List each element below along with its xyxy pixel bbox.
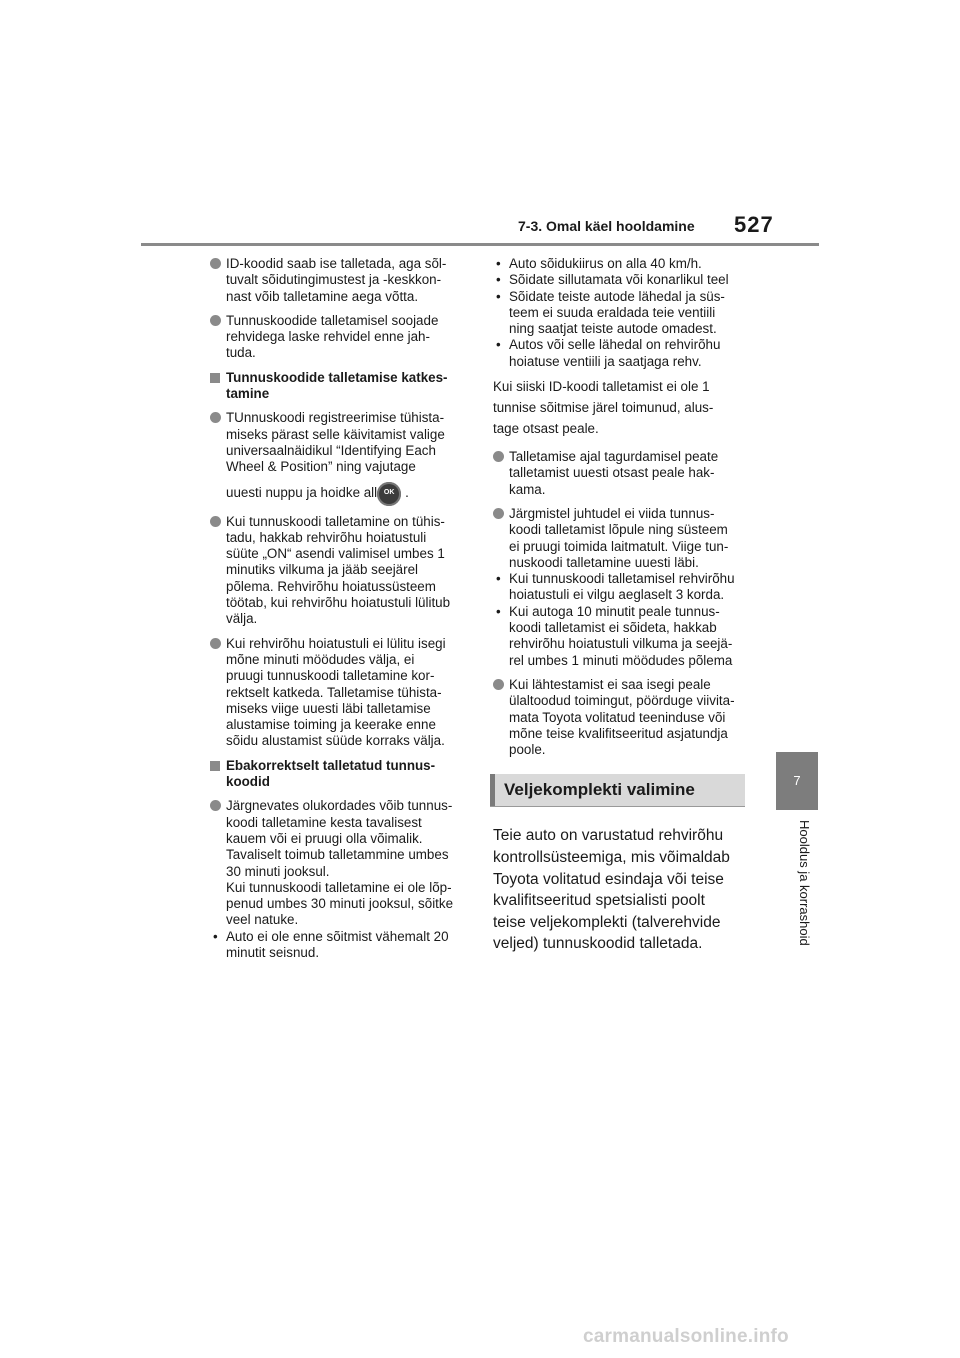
- bullet-item: [493, 506, 755, 571]
- dash-text: [509, 571, 755, 604]
- paragraph: [493, 376, 755, 439]
- text-line: kauem või ei pruugi olla võimalik.: [226, 830, 423, 846]
- text-line: tuvalt sõidutingimustest ja -keskkon-: [226, 272, 442, 288]
- bullet-item: [210, 256, 472, 305]
- text-line: miseks viige uuesti läbi talletamise: [226, 700, 431, 716]
- bullet-dot-icon: [210, 638, 221, 649]
- text-line: kvalifitseeritud spetsialisti poolt: [493, 892, 705, 910]
- text-line: ID-koodid saab ise talletada, aga sõl-: [226, 256, 447, 271]
- text-line: Kui tunnuskoodi talletamine on tühis-: [226, 513, 445, 529]
- dash-text: [509, 289, 755, 338]
- text-line: alustamise toiming ja keerake enne: [226, 717, 436, 733]
- text-line: tage otsast peale.: [493, 421, 599, 437]
- bullet-item: [210, 514, 472, 628]
- bullet-item: [210, 636, 472, 750]
- text-line: Kui tunnuskoodi talletamisel rehvirõhu: [509, 571, 735, 587]
- text-line: Kui rehvirõhu hoiatustuli ei lülitu isegi: [226, 635, 446, 651]
- chapter-label: Hooldus ja korrashoid: [797, 820, 812, 946]
- text-line: nast võib talletamine aega võtta.: [226, 288, 419, 304]
- dash-item: [493, 272, 755, 288]
- section-title: 7-3. Omal käel hooldamine: [518, 218, 695, 234]
- bullet-dot-icon: [210, 516, 221, 527]
- dash-marker-icon: •: [213, 928, 218, 944]
- text-line: Tunnuskoodide talletamise katkes-: [226, 369, 448, 385]
- text-line: Talletamise ajal tagurdamisel peate: [509, 449, 719, 465]
- text-line: talletamist uuesti otsast peale hak-: [509, 465, 715, 481]
- text-line: ei pruugi toimida laitmatult. Viige tun-: [509, 538, 729, 554]
- text-line: miseks pärast selle käivitamist valige: [226, 426, 445, 442]
- dash-item: [210, 929, 472, 962]
- bullet-dot-icon: [493, 679, 504, 690]
- square-bullet-icon: [210, 761, 220, 771]
- text-line: poole.: [509, 742, 546, 758]
- dash-marker-icon: •: [496, 571, 501, 587]
- text-line: sõidu alustamist süüde korraks välja.: [226, 733, 445, 749]
- text-line: Kui autoga 10 minutit peale tunnus-: [509, 603, 720, 619]
- bullet-text: [509, 506, 755, 571]
- section-heading: [490, 774, 745, 806]
- text-line: tunnise sõitmise järel toimunud, alus-: [493, 400, 714, 416]
- bullet-text: [226, 798, 472, 928]
- text-line: Tunnuskoodide talletamisel soojade: [226, 312, 439, 328]
- text-line: Wheel & Position” ning vajutage: [226, 459, 416, 475]
- dash-item: [493, 256, 755, 272]
- bullet-text: [509, 449, 755, 498]
- text-line: Auto ei ole enne sõitmist vähemalt 20: [226, 928, 449, 944]
- text-line: ülaltoodud toimingut, pöörduge viivita-: [509, 693, 735, 709]
- ok-instruction: [226, 482, 472, 506]
- text-line: rehvirõhu hoiatustuli vilkuma ja seejä-: [509, 636, 733, 652]
- dash-item: [493, 289, 755, 338]
- text-line: penud umbes 30 minuti jooksul, sõitke: [226, 896, 454, 912]
- bullet-text: [226, 256, 472, 305]
- bullet-text: [226, 410, 472, 475]
- text-line: pruugi tunnuskoodi talletamine kor-: [226, 668, 435, 684]
- ok-instruction-period: .: [405, 485, 409, 501]
- section-heading-text: Veljekomplekti valimine: [504, 780, 695, 800]
- bullet-item: [210, 798, 472, 928]
- bullet-dot-icon: [210, 800, 221, 811]
- bullet-dot-icon: [210, 412, 221, 423]
- dash-text: [226, 929, 472, 962]
- header-divider: [141, 243, 819, 246]
- bullet-text: [509, 677, 755, 758]
- text-line: teem ei suuda eraldada teie ventiili: [509, 304, 716, 320]
- bullet-text: [226, 636, 472, 750]
- text-line: mõne teise kvalifitseeritud asjatundja: [509, 725, 728, 741]
- text-line: Kui lähtestamist ei saa isegi peale: [509, 676, 711, 692]
- bullet-text: [226, 514, 472, 628]
- bullet-text: [226, 313, 472, 362]
- subheading-text: [226, 758, 472, 791]
- text-line: Auto sõidukiirus on alla 40 km/h.: [509, 256, 702, 271]
- dash-item: [493, 571, 755, 604]
- section-heading-bar: [490, 774, 495, 806]
- ok-button-icon: OK: [377, 482, 401, 506]
- text-line: veljed) tunnuskoodid talletada.: [493, 935, 703, 953]
- text-line: veel natuke.: [226, 912, 299, 928]
- text-line: ning saatjat teiste autode omadest.: [509, 321, 717, 337]
- section-body: [493, 825, 755, 955]
- dash-text: [509, 337, 755, 370]
- subheading: [210, 758, 472, 791]
- subheading: [210, 370, 472, 403]
- text-line: tuda.: [226, 345, 256, 361]
- right-column: [493, 256, 755, 955]
- dash-marker-icon: •: [496, 288, 501, 304]
- text-line: kama.: [509, 481, 546, 497]
- text-line: Ebakorrektselt talletatud tunnus-: [226, 757, 436, 773]
- text-line: Teie auto on varustatud rehvirõhu: [493, 827, 724, 845]
- bullet-item: [210, 410, 472, 505]
- dash-text: [509, 604, 755, 669]
- bullet-dot-icon: [493, 508, 504, 519]
- text-line: rel umbes 1 minuti möödudes põlema: [509, 652, 733, 668]
- bullet-item: [493, 449, 755, 498]
- text-line: mõne minuti möödudes välja, ei: [226, 651, 415, 667]
- watermark: carmanualsonline.info: [583, 1326, 789, 1347]
- dash-marker-icon: •: [496, 337, 501, 353]
- text-line: 30 minuti jooksul.: [226, 863, 330, 879]
- square-bullet-icon: [210, 373, 220, 383]
- dash-marker-icon: •: [496, 256, 501, 271]
- text-line: mata Toyota volitatud teeninduse või: [509, 709, 726, 725]
- text-line: koodid: [226, 774, 270, 790]
- text-line: koodi talletamine kesta tavalisest: [226, 814, 422, 830]
- text-line: rektselt katkeda. Talletamise tühista-: [226, 684, 442, 700]
- section-heading-underline: [490, 806, 745, 807]
- dash-marker-icon: •: [496, 603, 501, 619]
- text-line: Kui tunnuskoodi talletamine ei ole lõp-: [226, 879, 452, 895]
- left-column: [210, 256, 472, 961]
- text-line: Kui siiski ID-koodi talletamist ei ole 1: [493, 379, 710, 395]
- text-line: süüte „ON“ asendi valimisel umbes 1: [226, 546, 445, 562]
- text-line: koodi talletamist lõpule ning süsteem: [509, 522, 728, 538]
- text-line: hoiatustuli ei vilgu aeglaselt 3 korda.: [509, 587, 725, 603]
- text-line: tamine: [226, 386, 270, 402]
- text-line: minutiks vilkuma ja jääb seejärel: [226, 562, 419, 578]
- page-number: 527: [734, 212, 774, 237]
- text-line: välja.: [226, 611, 258, 627]
- text-line: Sõidate sillutamata või konarlikul teel: [509, 272, 729, 288]
- dash-text: [509, 272, 755, 288]
- text-line: Toyota volitatud esindaja või teise: [493, 870, 724, 888]
- text-line: Järgnevates olukordades võib tunnus-: [226, 798, 453, 814]
- text-line: minutit seisnud.: [226, 944, 320, 960]
- dash-text: [509, 256, 755, 272]
- text-line: TUnnuskoodi registreerimise tühista-: [226, 410, 445, 426]
- text-line: töötab, kui rehvirõhu hoiatustuli lülitub: [226, 595, 451, 611]
- bullet-dot-icon: [210, 258, 221, 269]
- text-line: Autos või selle lähedal on rehvirõhu: [509, 337, 721, 353]
- text-line: teise veljekomplekti (talverehvide: [493, 913, 721, 931]
- ok-instruction-text: uuesti nuppu ja hoidke all: [226, 485, 378, 501]
- text-line: Järgmistel juhtudel ei viida tunnus-: [509, 505, 715, 521]
- bullet-dot-icon: [210, 315, 221, 326]
- text-line: rehvidega laske rehvidel enne jah-: [226, 329, 430, 345]
- text-line: hoiatuse ventiili ja saatjaga rehv.: [509, 353, 702, 369]
- text-line: universaalnäidikul “Identifying Each: [226, 442, 436, 458]
- dash-item: [493, 337, 755, 370]
- bullet-item: [493, 677, 755, 758]
- text-line: Sõidate teiste autode lähedal ja süs-: [509, 288, 725, 304]
- text-line: nuskoodi talletamine uuesti läbi.: [509, 554, 699, 570]
- text-line: kontrollsüsteemiga, mis võimaldab: [493, 849, 730, 867]
- text-line: tadu, hakkab rehvirõhu hoiatustuli: [226, 529, 427, 545]
- text-line: põlema. Rehvirõhu hoiatussüsteem: [226, 578, 436, 594]
- text-line: koodi talletamist ei sõideta, hakkab: [509, 620, 717, 636]
- chapter-tab: 7: [776, 752, 818, 810]
- subheading-text: [226, 370, 472, 403]
- text-line: Tavaliselt toimub talletammine umbes: [226, 847, 449, 863]
- bullet-item: [210, 313, 472, 362]
- bullet-dot-icon: [493, 451, 504, 462]
- dash-item: [493, 604, 755, 669]
- dash-marker-icon: •: [496, 272, 501, 288]
